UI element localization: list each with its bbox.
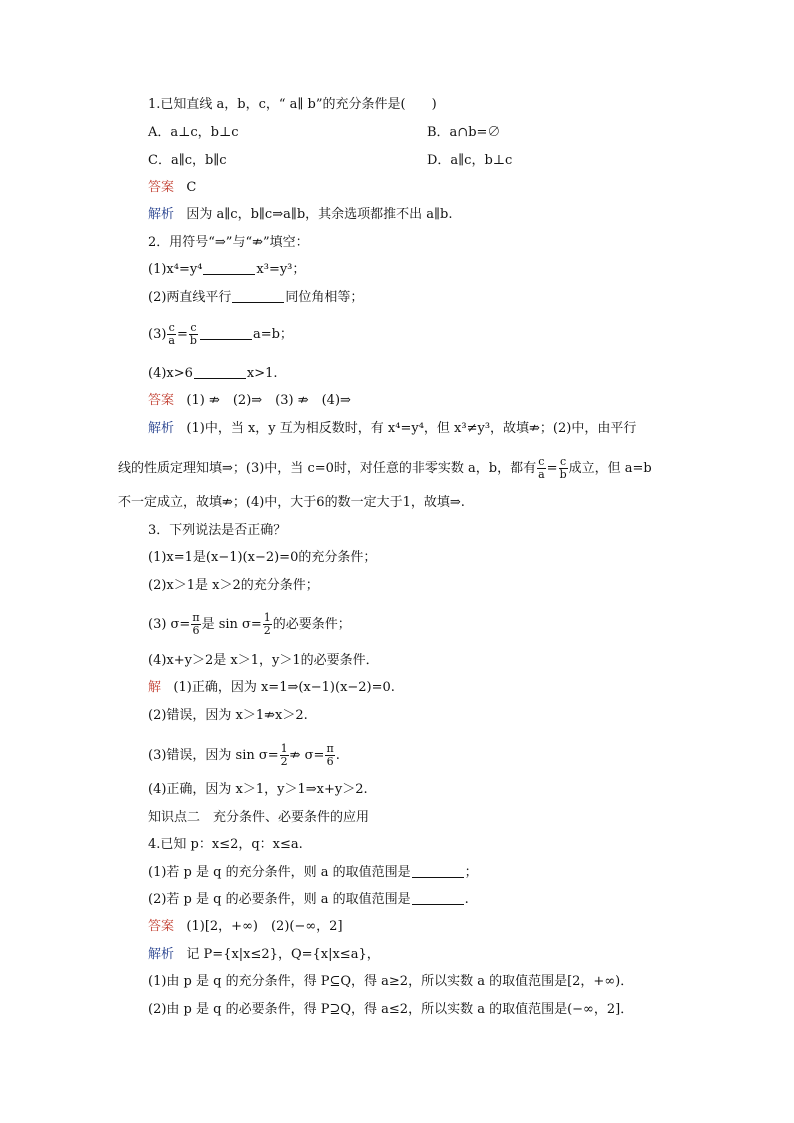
answer-tag: 答案 [148, 919, 175, 934]
solution-tag: 解 [148, 680, 162, 695]
q3-solution-3-left: (3)错误，因为 sin σ= [148, 748, 279, 763]
q2-part4-left: (4)x>6 [148, 366, 193, 381]
q3-solution-4: (4)正确，因为 x＞1，y＞1⇒x+y＞2. [148, 782, 368, 797]
fraction-numerator: c [538, 455, 545, 468]
q3-solution-3-mid: ⇏ σ= [289, 748, 325, 763]
answer-blank [200, 327, 252, 340]
equals-sign: = [546, 461, 558, 476]
q4-stem: 4.已知 p：x≤2，q：x≤a. [148, 837, 303, 852]
q2-analysis-line3: 不一定成立，故填⇏；(4)中，大于6的数一定大于1，故填⇒. [118, 495, 465, 510]
q2-part1 [148, 261, 305, 279]
fraction [191, 612, 200, 637]
q1-analysis: 因为 a∥c，b∥c⇒a∥b，其余选项都推不出 a∥b. [186, 207, 453, 222]
q4-analysis-row [148, 946, 380, 964]
fraction-denominator: a [538, 468, 545, 481]
q4-analysis-line2: (1)由 p 是 q 的充分条件，得 P⊆Q，得 a≥2，所以实数 a 的取值范围是[2，+∞)． [148, 974, 634, 989]
fraction-denominator: b [559, 468, 567, 481]
fraction [537, 456, 546, 481]
q1-option-a: A．a⊥c，b⊥c [148, 125, 239, 140]
q2-part2 [148, 289, 363, 307]
q2-stem: 2．用符号“⇒”与“⇏”填空： [148, 235, 309, 250]
q2-analysis-line2-left: 线的性质定理知填⇒；(3)中，当 c=0时，对任意的非零实数 a，b，都有 [118, 461, 537, 476]
fraction [189, 322, 198, 347]
q2-analysis-line1: (1)中，当 x，y 互为相反数时，有 x⁴=y⁴，但 x³≠y³，故填⇏；(2)中，由平行 [186, 421, 637, 436]
answer-tag: 答案 [148, 180, 175, 195]
fraction-numerator: π [192, 611, 200, 624]
q4-part1-left: (1)若 p 是 q 的充分条件，则 a 的取值范围是 [148, 865, 411, 880]
q3-stem: 3．下列说法是否正确？ [148, 523, 287, 538]
fraction-numerator: c [190, 321, 197, 334]
fraction [167, 322, 176, 347]
q4-part2-left: (2)若 p 是 q 的必要条件，则 a 的取值范围是 [148, 892, 411, 907]
q4-answer: (1)[2，+∞) (2)(−∞，2] [186, 919, 343, 934]
q2-part2-left: (2)两直线平行 [148, 290, 232, 305]
q2-part1-right: x³=y³； [256, 262, 306, 277]
answer-blank [412, 865, 464, 878]
analysis-tag: 解析 [148, 421, 175, 436]
q4-answer-row [148, 918, 343, 936]
q3-solution-1 [148, 679, 395, 697]
equals-sign: = [176, 327, 188, 342]
q2-answer: (1) ⇏ (2)⇒ (3) ⇏ (4)⇒ [186, 393, 351, 408]
fraction-numerator: c [560, 455, 567, 468]
q2-answer-row [148, 392, 351, 410]
q4-analysis-line1: 记 P={x|x≤2}，Q={x|x≤a}， [186, 947, 380, 962]
q4-part1-right: ； [464, 865, 478, 880]
q1-analysis-row [148, 206, 453, 224]
q3-part3-label: (3) σ= [148, 617, 191, 632]
fraction-denominator: b [189, 334, 197, 347]
q3-solution-1-text: (1)正确，因为 x=1⇒(x−1)(x−2)=0. [173, 680, 395, 695]
q2-analysis-line2 [118, 456, 652, 481]
fraction [559, 456, 568, 481]
q3-part3 [148, 612, 351, 637]
q3-part3-right: 的必要条件； [272, 617, 351, 632]
fraction-numerator: 1 [263, 611, 271, 624]
q2-part3 [148, 322, 293, 347]
fraction [263, 612, 272, 637]
q1-option-d: D．a∥c，b⊥c [427, 153, 513, 168]
q3-part3-mid: 是 sin σ= [201, 617, 262, 632]
analysis-tag: 解析 [148, 207, 175, 222]
q3-solution-3-right: . [335, 748, 340, 763]
q4-part2 [148, 891, 469, 909]
q2-part3-label: (3) [148, 327, 167, 342]
fraction-numerator: 1 [280, 742, 288, 755]
q4-part1 [148, 864, 478, 882]
section-heading: 知识点二 充分条件、必要条件的应用 [148, 810, 370, 825]
fraction [280, 743, 289, 768]
q1-option-b: B．a∩b=∅ [427, 125, 501, 140]
answer-blank [232, 290, 284, 303]
fraction-denominator: 6 [192, 624, 200, 637]
answer-blank [203, 262, 255, 275]
fraction-numerator: c [168, 321, 175, 334]
fraction [325, 743, 334, 768]
q1-answer-row [148, 179, 196, 197]
q3-solution-2: (2)错误，因为 x＞1⇏x＞2. [148, 708, 308, 723]
q1-option-c: C．a∥c，b∥c [148, 153, 227, 168]
fraction-numerator: π [326, 742, 334, 755]
q2-part2-right: 同位角相等； [285, 290, 364, 305]
q2-part3-right: a=b； [252, 327, 293, 342]
fraction-denominator: a [168, 334, 175, 347]
answer-tag: 答案 [148, 393, 175, 408]
q2-analysis-row [148, 420, 636, 438]
q1-stem: 1.已知直线 a，b，c，“ a∥ b”的充分条件是( ) [148, 97, 437, 112]
q2-analysis-line2-right: 成立，但 a=b [568, 461, 652, 476]
q3-part4: (4)x+y＞2是 x＞1，y＞1的必要条件． [148, 653, 379, 668]
q3-part2: (2)x＞1是 x＞2的充分条件； [148, 578, 319, 593]
fraction-denominator: 2 [280, 755, 288, 768]
q4-part2-right: . [464, 892, 469, 907]
q3-part1: (1)x=1是(x−1)(x−2)=0的充分条件； [148, 550, 377, 565]
answer-blank [194, 366, 246, 379]
q1-answer: C [186, 180, 197, 195]
q3-solution-3 [148, 743, 340, 768]
analysis-tag: 解析 [148, 947, 175, 962]
fraction-denominator: 6 [326, 755, 334, 768]
fraction-denominator: 2 [263, 624, 271, 637]
q2-part1-left: (1)x⁴=y⁴ [148, 262, 203, 277]
q4-analysis-line3: (2)由 p 是 q 的必要条件，得 P⊇Q，得 a≤2，所以实数 a 的取值范围是(−∞，2]． [148, 1002, 634, 1017]
q2-part4-right: x>1. [246, 366, 278, 381]
answer-blank [412, 892, 464, 905]
q2-part4 [148, 365, 278, 383]
